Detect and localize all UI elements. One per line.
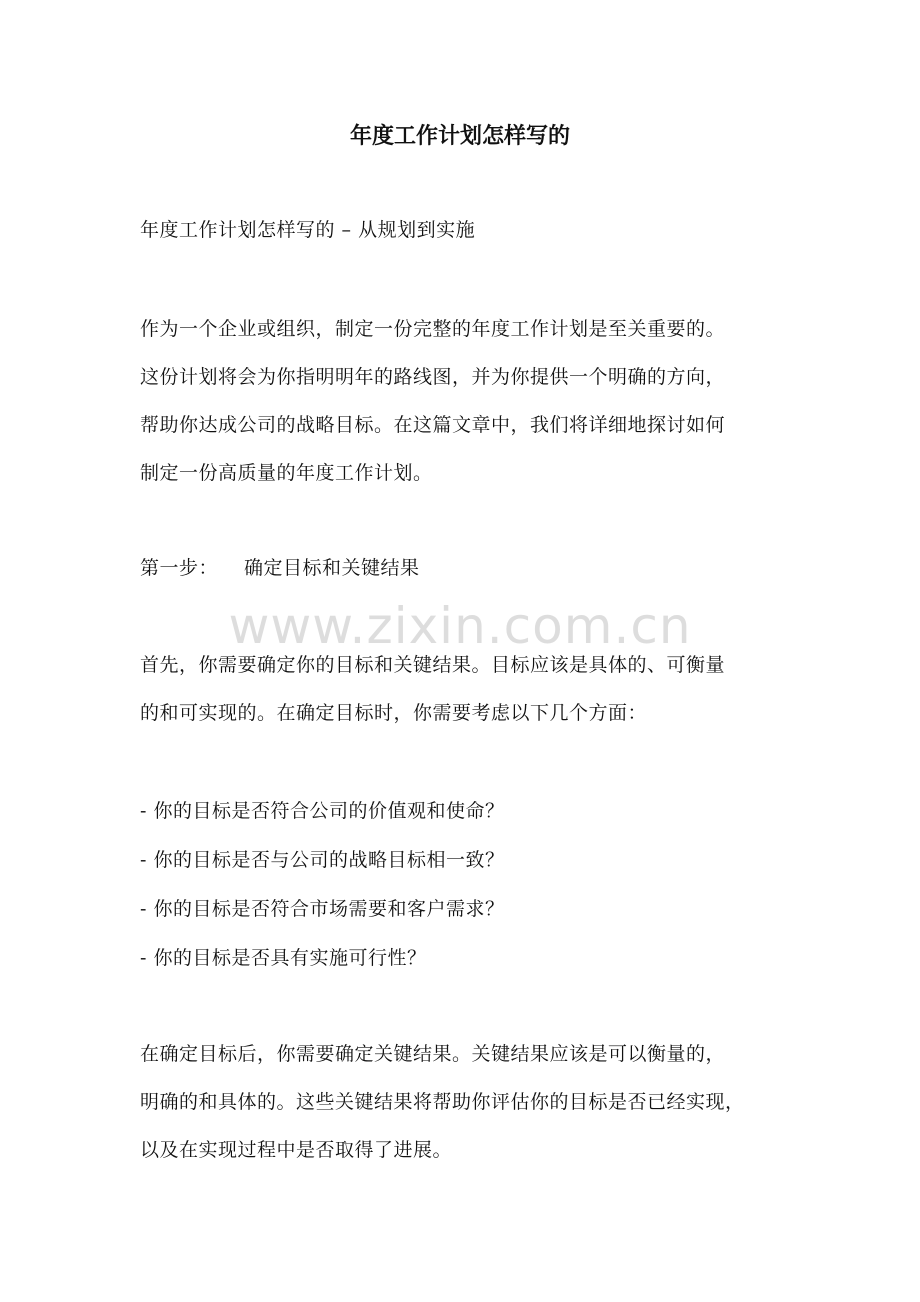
paragraph-line: 作为一个企业或组织，制定一份完整的年度工作计划是至关重要的。 [140, 318, 726, 340]
paragraph-line: 明确的和具体的。这些关键结果将帮助你评估你的目标是否已经实现， [140, 1091, 745, 1113]
step-title: 确定目标和关键结果 [244, 557, 420, 579]
paragraph-line: 在确定目标后，你需要确定关键结果。关键结果应该是可以衡量的， [140, 1043, 726, 1065]
step-1-paragraph [140, 641, 800, 737]
watermark: www.zixin.com.cn [228, 597, 692, 655]
document-subtitle: 年度工作计划怎样写的 – 从规划到实施 [140, 219, 476, 241]
document-title: 年度工作计划怎样写的 [349, 123, 570, 149]
paragraph-line: 这份计划将会为你指明明年的路线图，并为你提供一个明确的方向， [140, 366, 726, 388]
key-results-paragraph [140, 1030, 800, 1174]
goal-checklist [140, 787, 800, 983]
intro-paragraph [140, 305, 800, 497]
step-label: 第一步： [140, 557, 219, 579]
paragraph-line: 首先，你需要确定你的目标和关键结果。目标应该是具体的、可衡量 [140, 654, 726, 676]
paragraph-line: 以及在实现过程中是否取得了进展。 [140, 1139, 453, 1161]
paragraph-line: 帮助你达成公司的战略目标。在这篇文章中，我们将详细地探讨如何 [140, 414, 726, 436]
list-item: - 你的目标是否符合市场需要和客户需求？ [140, 898, 505, 920]
paragraph-line: 的和可实现的。在确定目标时，你需要考虑以下几个方面： [140, 702, 648, 724]
list-item: - 你的目标是否具有实施可行性？ [140, 947, 427, 969]
list-item: - 你的目标是否符合公司的价值观和使命？ [140, 800, 505, 822]
step-1-heading [140, 548, 800, 588]
list-item: - 你的目标是否与公司的战略目标相一致？ [140, 849, 505, 871]
paragraph-line: 制定一份高质量的年度工作计划。 [140, 462, 433, 484]
